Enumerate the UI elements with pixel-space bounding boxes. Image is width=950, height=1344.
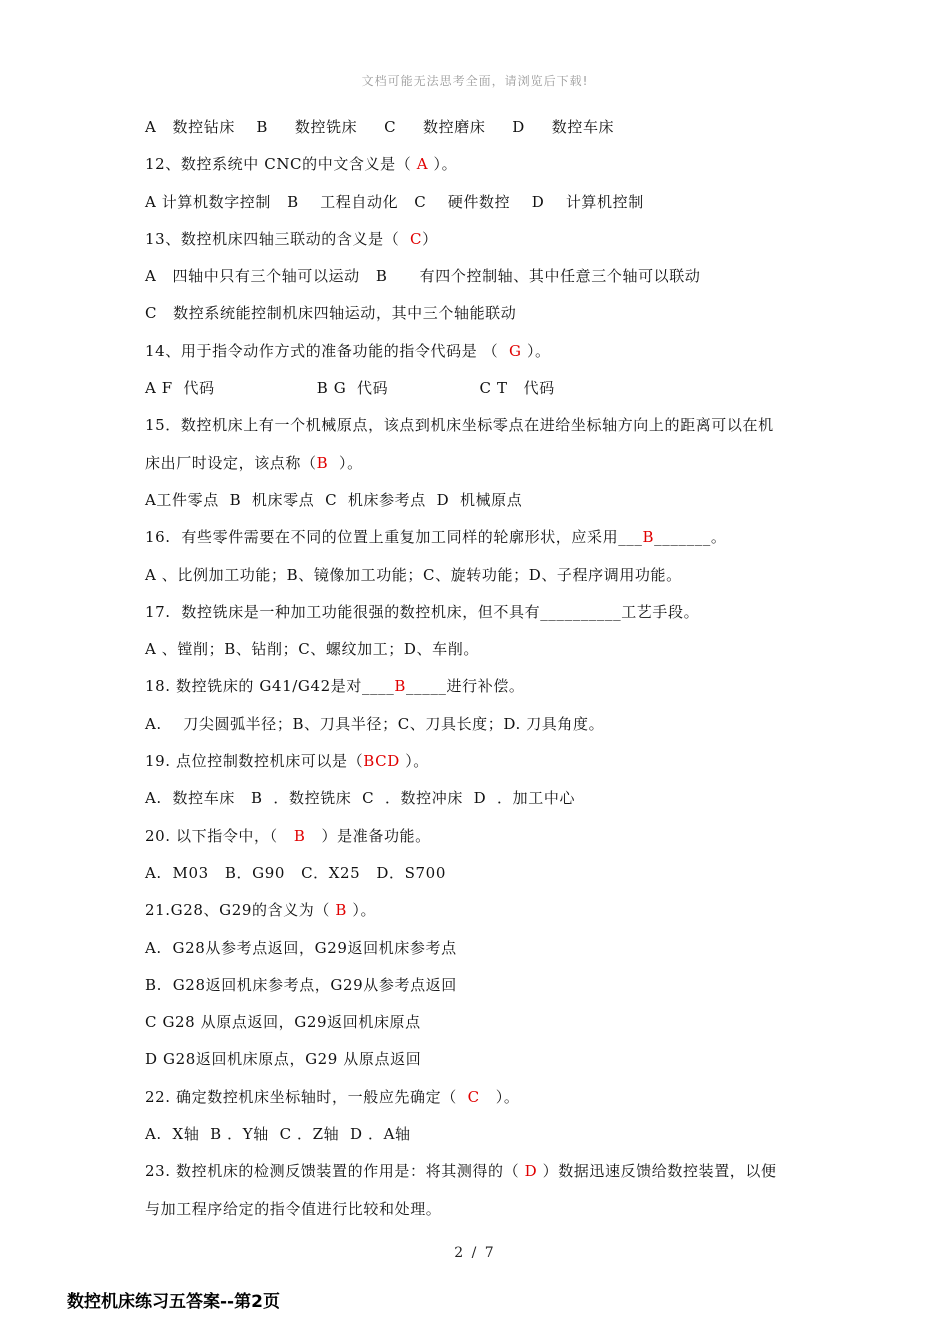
line-text: 18. 数控铣床的 G41/G42是对____ xyxy=(145,677,395,696)
line-text: B. G28返回机床参考点，G29从参考点返回 xyxy=(145,975,457,994)
text-line xyxy=(145,151,825,188)
answer-mark: G xyxy=(509,341,522,360)
text-line xyxy=(145,711,825,748)
text-line xyxy=(145,338,825,375)
text-line xyxy=(145,1084,825,1121)
text-line xyxy=(145,487,825,524)
line-text: A 数控钻床 B 数控铣床 C 数控磨床 D 数控车床 xyxy=(145,118,615,136)
text-line xyxy=(145,412,825,449)
line-text-tail: ）。 xyxy=(399,752,429,771)
text-line xyxy=(145,1046,825,1083)
answer-mark: B xyxy=(394,677,407,696)
line-text: A 、比例加工功能；B、镜像加工功能；C、旋转功能；D、子程序调用功能。 xyxy=(145,565,682,584)
line-text: 床出厂时设定，该点称（ xyxy=(145,453,317,472)
line-text-tail: _____进行补偿。 xyxy=(406,677,525,696)
text-line xyxy=(145,1121,825,1158)
text-line xyxy=(145,823,825,860)
answer-mark: B xyxy=(316,453,329,472)
text-line xyxy=(145,114,825,151)
text-line xyxy=(145,1009,825,1046)
line-text: 14、用于指令动作方式的准备功能的指令代码是 （ xyxy=(145,341,509,360)
text-line xyxy=(145,562,825,599)
line-text: A F 代码 B G 代码 C T 代码 xyxy=(145,379,555,398)
line-text: A工件零点 B 机床零点 C 机床参考点 D 机械原点 xyxy=(145,490,523,509)
text-line xyxy=(145,189,825,226)
line-text-tail: ）。 xyxy=(347,901,377,920)
text-line xyxy=(145,450,825,487)
text-line xyxy=(145,972,825,1009)
answer-mark: C xyxy=(410,229,423,248)
line-text: 20. 以下指令中，（ xyxy=(145,826,294,845)
answer-mark: BCD xyxy=(363,752,400,771)
watermark-text: 文档可能无法思考全面，请浏览后下载! xyxy=(361,74,589,88)
text-line xyxy=(145,1196,825,1233)
line-text: 19. 点位控制数控机床可以是（ xyxy=(145,752,364,771)
document-body xyxy=(145,114,825,1233)
line-text: A. X轴 B ．Y轴 C ．Z轴 D ．A轴 xyxy=(145,1125,411,1144)
line-text-tail: ）。 xyxy=(479,1087,520,1106)
line-text: 13、数控机床四轴三联动的含义是（ xyxy=(145,229,411,248)
line-text: 15．数控机床上有一个机械原点，该点到机床坐标零点在进给坐标轴方向上的距离可以在机 xyxy=(145,416,774,435)
text-line xyxy=(145,524,825,561)
line-text: 23. 数控机床的检测反馈装置的作用是：将其测得的（ xyxy=(145,1162,525,1181)
footer-title: 数控机床练习五答案--第2页 xyxy=(67,1292,280,1312)
text-line xyxy=(145,300,825,337)
line-text: C 数控系统能控制机床四轴运动，其中三个轴能联动 xyxy=(145,304,517,323)
line-text-tail: ）是准备功能。 xyxy=(305,826,431,845)
line-text-tail: ）。 xyxy=(521,341,551,360)
line-text: A 四轴中只有三个轴可以运动 B 有四个控制轴、其中任意三个轴可以联动 xyxy=(145,267,701,286)
answer-mark: A xyxy=(416,155,429,174)
text-line xyxy=(145,935,825,972)
line-text-tail: _______。 xyxy=(654,528,727,547)
page-number: 2 / 7 xyxy=(454,1245,496,1261)
line-text: 与加工程序给定的指令值进行比较和处理。 xyxy=(145,1199,442,1218)
line-text: A. 刀尖圆弧半径；B、刀具半径；C、刀具长度；D. 刀具角度。 xyxy=(145,714,605,733)
answer-mark: B xyxy=(293,826,306,845)
line-text: 12、数控系统中 CNC的中文含义是（ xyxy=(145,155,417,174)
line-text-tail: ） xyxy=(422,229,438,248)
text-line xyxy=(145,860,825,897)
text-line xyxy=(145,748,825,785)
text-line xyxy=(145,263,825,300)
answer-mark: B xyxy=(335,901,347,920)
line-text: 16. 有些零件需要在不同的位置上重复加工同样的轮廓形状，应采用___ xyxy=(145,528,643,547)
line-text-tail: ）数据迅速反馈给数控装置，以便 xyxy=(537,1162,777,1181)
line-text: A. 数控车床 B ．数控铣床 C ．数控冲床 D ．加工中心 xyxy=(145,789,576,808)
line-text: A. G28从参考点返回，G29返回机床参考点 xyxy=(145,938,457,957)
line-text-tail: ）。 xyxy=(328,453,363,472)
answer-mark: B xyxy=(642,528,655,547)
text-line xyxy=(145,636,825,673)
line-text-tail: ）。 xyxy=(428,155,458,174)
line-text: A 计算机数字控制 B 工程自动化 C 硬件数控 D 计算机控制 xyxy=(145,192,644,211)
text-line xyxy=(145,785,825,822)
line-text: 21.G28、G29的含义为（ xyxy=(145,901,336,920)
text-line xyxy=(145,226,825,263)
line-text: D G28返回机床原点，G29 从原点返回 xyxy=(145,1050,422,1069)
text-line xyxy=(145,599,825,636)
line-text: A 、镗削；B、钻削；C、螺纹加工；D、车削。 xyxy=(145,640,479,659)
line-text: C G28 从原点返回，G29返回机床原点 xyxy=(145,1013,421,1032)
text-line xyxy=(145,1158,825,1195)
line-text: 17. 数控铣床是一种加工功能很强的数控机床，但不具有__________工艺手段。 xyxy=(145,602,700,621)
text-line xyxy=(145,673,825,710)
line-text: A. M03 B．G90 C．X25 D．S700 xyxy=(145,863,446,882)
answer-mark: D xyxy=(524,1162,538,1181)
answer-mark: C xyxy=(467,1087,480,1106)
line-text: 22. 确定数控机床坐标轴时，一般应先确定（ xyxy=(145,1087,468,1106)
text-line xyxy=(145,897,825,934)
text-line xyxy=(145,375,825,412)
